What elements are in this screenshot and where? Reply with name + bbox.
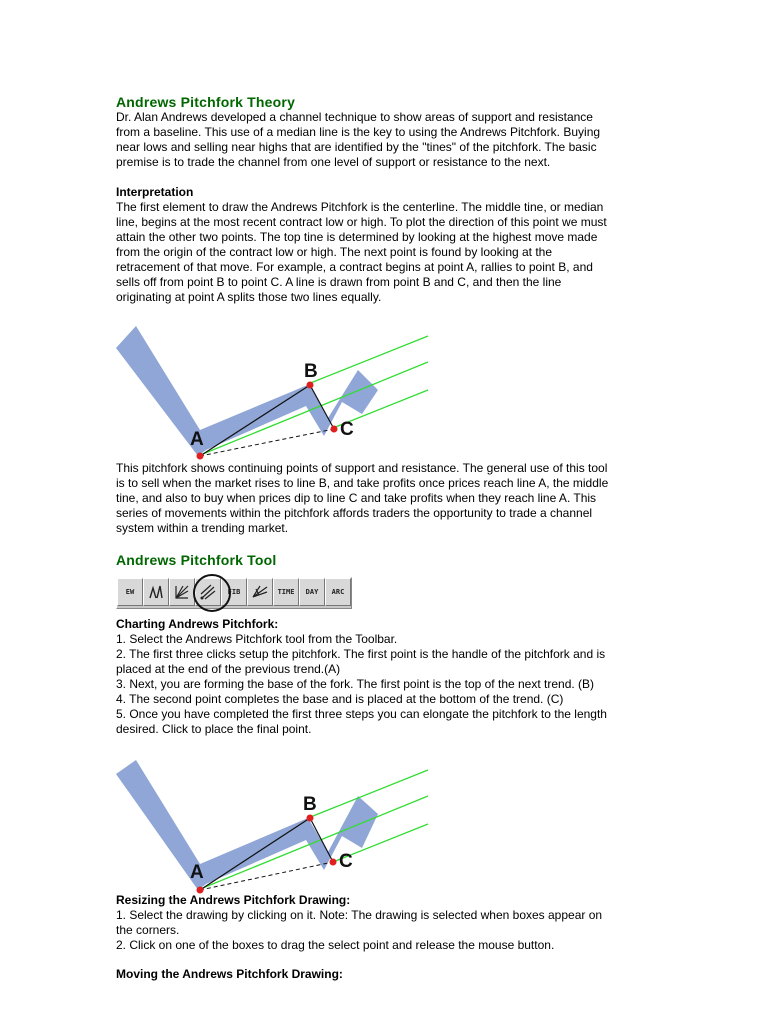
drawing-toolbar (116, 577, 352, 609)
caption-line: This pitchfork shows continuing points of support and resistance. The general use of this tool (116, 461, 608, 475)
intro-line: premise is to trade the channel from one level of support or resistance to the next. (116, 155, 551, 169)
caption-line: is to sell when the market rises to line B, and take profits once prices reach line A, the middle (116, 476, 609, 490)
speed-lines-tool-button[interactable] (247, 578, 273, 606)
interpretation-heading: Interpretation (116, 185, 194, 199)
interpretation-paragraph (116, 200, 656, 305)
point-c (330, 859, 337, 866)
pitchfork-diagram-1 (110, 318, 440, 463)
resizing-step: the corners. (116, 923, 180, 937)
resizing-heading: Resizing the Andrews Pitchfork Drawing: (116, 893, 351, 907)
point-a (197, 453, 204, 460)
speed-lines-icon (251, 583, 269, 601)
moving-heading: Moving the Andrews Pitchfork Drawing: (116, 967, 343, 981)
charting-steps (116, 632, 656, 737)
section-title-tool: Andrews Pitchfork Tool (116, 552, 277, 568)
time-cycles-tool-button[interactable] (273, 578, 299, 606)
day-cycles-tool-button[interactable] (299, 578, 325, 606)
point-c (331, 426, 338, 433)
peaks-icon (147, 583, 165, 601)
caption-line: series of movements within the pitchfork affords traders the opportunity to trade a channel (116, 506, 593, 520)
charting-step: 1. Select the Andrews Pitchfork tool from the Toolbar. (116, 632, 398, 646)
charting-step: 4. The second point completes the base and is placed at the bottom of the trend. (C) (116, 692, 564, 706)
point-b (307, 815, 314, 822)
resizing-step: 2. Click on one of the boxes to drag the select point and release the mouse button. (116, 938, 555, 952)
gann-fan-icon (173, 583, 191, 601)
pitchfork-diagram-2 (110, 752, 440, 897)
upper-tine (308, 336, 428, 384)
charting-step: placed at the end of the previous trend.(A) (116, 662, 341, 676)
interpretation-line: attain the other two points. The top tine is determined by looking at the highest move made (116, 230, 598, 244)
interpretation-line: sells off from point B to point C. A line is drawn from point B and C, and then the line (116, 275, 562, 289)
arc-icon: ARC (331, 587, 345, 596)
label-c: C (340, 419, 354, 440)
arc-tool-button[interactable] (325, 578, 351, 606)
line-a-b (200, 818, 310, 890)
caption-line: tine, and also to buy when prices dip to line C and take profits when they reach line A. This (116, 491, 597, 505)
peaks-tool-button[interactable] (143, 578, 169, 606)
time-cycles-icon: TIME (277, 587, 295, 596)
label-b: B (304, 361, 318, 382)
charting-heading: Charting Andrews Pitchfork: (116, 617, 279, 631)
charting-step: 2. The first three clicks setup the pitchfork. The first point is the handle of the pitchfork and is (116, 647, 606, 661)
interpretation-line: from the origin of the contract low or high. The next point is found by looking at the (116, 245, 553, 259)
highlight-circle (193, 574, 231, 612)
fibonacci-icon: FIB (227, 587, 241, 596)
elliott-wave-icon: EW (125, 587, 135, 596)
label-b: B (303, 794, 317, 815)
resizing-step: 1. Select the drawing by clicking on it. Note: The drawing is selected when boxes appear on (116, 908, 603, 922)
caption-paragraph (116, 461, 656, 536)
label-a: A (190, 429, 204, 450)
charting-step: desired. Click to place the final point. (116, 722, 312, 736)
intro-line: near lows and selling near highs that are identified by the "tines" of the pitchfork. The basic (116, 140, 597, 154)
intro-line: Dr. Alan Andrews developed a channel technique to show areas of support and resistance (116, 110, 593, 124)
charting-step: 5. Once you have completed the first three steps you can elongate the pitchfork to the length (116, 707, 607, 721)
day-cycles-icon: DAY (305, 587, 319, 596)
interpretation-line: The first element to draw the Andrews Pitchfork is the centerline. The middle tine, or median (116, 200, 604, 214)
intro-line: from a baseline. This use of a median line is the key to using the Andrews Pitchfork. Buying (116, 125, 601, 139)
label-a: A (190, 862, 204, 883)
elliott-wave-tool-button[interactable] (117, 578, 143, 606)
gann-fan-tool-button[interactable] (169, 578, 195, 606)
point-b (307, 382, 314, 389)
intro-paragraph (116, 110, 656, 170)
interpretation-line: line, begins at the most recent contract low or high. To plot the direction of this point we must (116, 215, 607, 229)
interpretation-line: retracement of that move. For example, a contract begins at point A, rallies to point B, and (116, 260, 593, 274)
interpretation-line: originating at point A splits those two lines equally. (116, 290, 382, 304)
charting-step: 3. Next, you are forming the base of the fork. The first point is the top of the next trend. (B) (116, 677, 595, 691)
section-title-theory: Andrews Pitchfork Theory (116, 94, 296, 110)
resizing-steps (116, 908, 656, 953)
label-c: C (339, 851, 353, 872)
caption-line: system within a trending market. (116, 521, 289, 535)
